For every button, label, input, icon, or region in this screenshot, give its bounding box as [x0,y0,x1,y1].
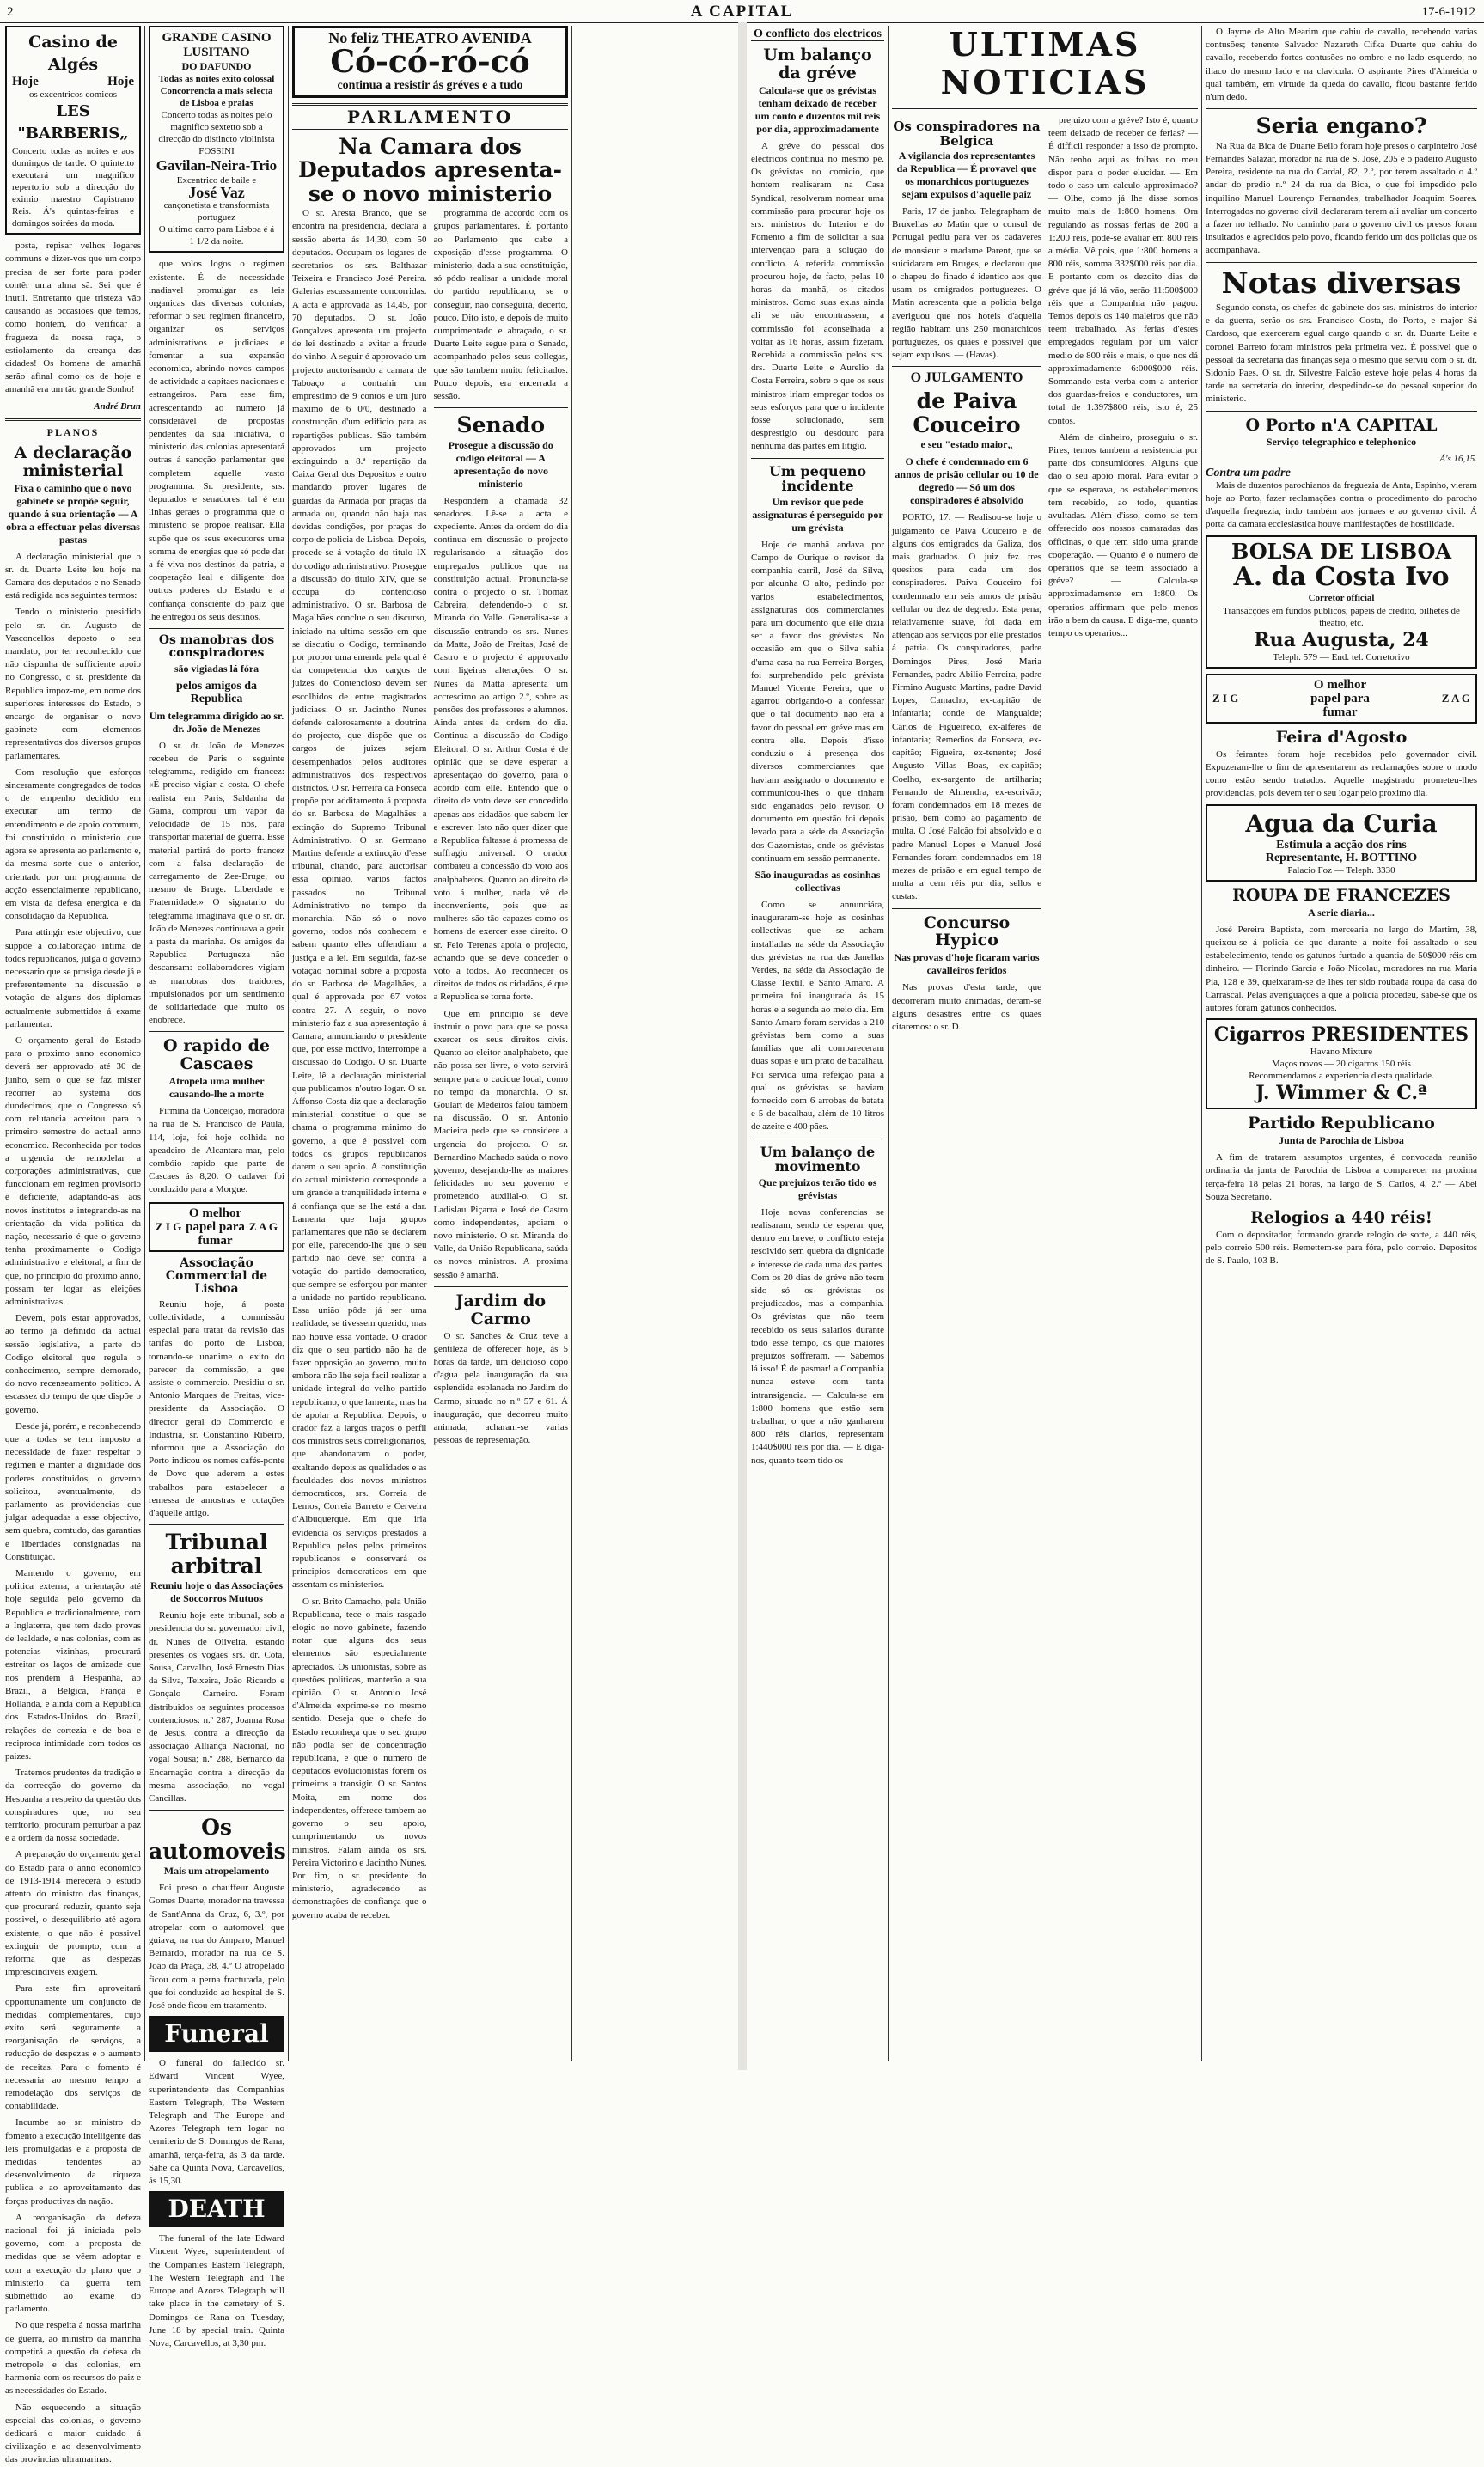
ad-line: Concorrencia a mais selecta de Lisboa e praias [160,86,273,109]
sub-column-right [1048,114,1198,1037]
ad-lead-row [300,29,560,46]
article-subhead: Atropela uma mulher causando-lhe a morte [168,1075,265,1101]
article-headline: Feira d'Agosto [1275,727,1408,747]
death-title: DEATH [168,2195,266,2224]
article-subhead: O chefe é condemnado em 6 annos de prisão cellular ou 10 de degredo — Só um dos conspiradores é absolvido [895,455,1039,507]
article-headline: Um balanço de movimento [760,1143,876,1175]
paragraph: O sr. Brito Camacho, pela União Republicana, tece o mais rasgado elogio ao novo gabinete, fazendo notar que alguns dos seus elementos são especialmente apreciados. Os unionistas, sobre as questões politicas, manterão a sua opinião. O sr. Antonio José d'Almeida exprime-se no mesmo sentido. Deseja que o chefe do Estado reconheça que o seu grupo não podia ser de concentração republicana, e que o numero de deputados evolucionistas forem os primeiros a transigir. O sr. Santos Moita, em nome dos independentes, offerece tambem ao governo o seu apoio, cumprimentando os novos ministros. Falam ainda os srs. Pereira Victorino e Jacintho Nunes. Por fim, o sr. presidente do ministerio, agradecendo as demonstrações de confiança que o governo acaba de receber. [292,1596,427,1920]
paragraph: Que em principio se deve instruir o povo para que se possa exercer os seus direitos civis. Quanto ao eleitor analphabeto, que não possa ser livre, o voto servirá sempre para o cacique local, como no tempo da monarchia. O sr. Goulart de Medeiros falou tambem na discussão. O sr. Antonio Macieira pede que se considere a urgencia do projecto. O sr. Bernardino Machado saúda o novo governo, desejando-lhe as maiores felicidades no seu governo e prometendo auxilial-o. O sr. Ladislau Piçarra e José de Castro como independentes, apoiam o novo ministerio. O sr. Miranda do Valle, da União Republicana, saúda os novos ministros. A proxima sessão é amanhã. [433,1008,568,1280]
zig-zag-ad [149,1202,284,1252]
divider [1206,411,1477,412]
ad-title: GRANDE CASINO LUSITANO [162,31,272,59]
page-gutter [738,22,747,2070]
article-subhead: São inauguradas as cosinhas collectivas [754,868,881,894]
article-subhead: Mais um atropelamento [163,1865,270,1878]
two-column-body [892,114,1198,1037]
masthead: A CAPITAL [690,3,794,21]
ad-name: A. da Costa Ivo [1233,561,1450,592]
ad-text: Recommendamos a experiencia d'esta qualidade. [1249,1071,1434,1082]
paragraph: A reorganisação da defeza nacional foi já iniciada pelo governo, com a proposta de medidas que se vêem adoptar e com a execução do plano que o ministerio da guerra tem submettido ao exame do parlamento. [5,2212,141,2315]
paragraph: No que respeita á nossa marinha de guerra, ao ministro da marinha competirá a questão da defesa da metropole e das colonias, em harmonia com os recursos do paiz e as necessidades do Estado. [5,2320,141,2397]
paragraph: Com resolução que esforços sinceramente congregados de todos o de empenho decidido em executar um termo de entendimento e de apoio commum, foi constituido o ministerio que agora se apresenta ao parlamento e, da mesma sorte que o anterior, orientado por um programma de acção essencialmente republicano, em vista da defesa energica e da consolidação da Republica. [5,766,141,922]
column-rule [571,26,572,2061]
divider [434,1286,569,1287]
column-rule [1201,26,1202,2061]
casino-alges-ad [5,26,141,235]
paragraph: PORTO, 17. — Realisou-se hoje o julgamento de Paiva Couceiro e de alguns dos emigrados da Galiza, dos mais graduados. O juiz fez tres quesitos para cada um dos conspiradores. Paiva Couceiro foi condemnado em seis annos de prisão cellular ou dez de degredo. Esta pena, relativamente suave, foi dada em attenção aos serviços por elle prestados á patria. Os conspiradores, padre Domingos Pires, José Maria Fernandes, padre Abilio Ferreira, padre Firmino Augusto Martins, padre David Lopes, Camacho, ex-capitão de infantaria; conde de Mangualde; Carlos de Figueiredo, ex-alferes de infantaria; Remedios da Fonseca, ex-capitão; Figueira, ex-tenente; José Augusto Villas Boas, ex-capitão; Coelho, ex-sargento de artilharia; Fernando de Almendra, ex-escrivão; foram condemnados em 18 mezes de prisão, bem como ao pagamento de multa. O José Falcão foi absolvido e o padre Manuel Lopes e Manuel José Fernandes foram condemnados em 18 mezes de prisão e em egual tempo de multa a cem réis por dia, sellos e custas. [892,512,1041,902]
zig-label: Z I G [1212,692,1239,705]
paragraph: Para este fim aproveitará opportunamente um conjuncto de medidas complementares, cujo exito será seguramente a reorganisação de serviços, a reducção de despezas e o aumento de receitas. Para o fomento é necessaria ao mesmo tempo a remodelação dos serviços de contabilidade. [5,1983,141,2112]
paragraph: The funeral of the late Edward Vincent Wyee, superintendent of the Companies Eastern Telegraph, The Western Telegraph and The Europe and Azores Telegraph will take place in the cemetery of S. Domingos de Rana on Tuesday, June 18 by special train. Quinta Nova, Carcavellos, at 3,30 pm. [149,2233,284,2348]
paragraph: Firmina da Conceição, moradora na rua de S. Francisco de Paula, 114, loja, foi hoje colhida no apeadeiro de Alcantara-mar, pelo combóio rapido que parte de Cascaes ás 8,20. O cadaver foi conduzido para a Morgue. [149,1106,284,1195]
paragraph: Não esquecendo a situação especial das colonias, o governo dedicará o maior cuidado á civilização e ao desenvolvimento das provincias ultramarinas. [5,2402,141,2465]
ad-text: Concerto todas as noites e aos domingos de tarde. O quintetto executará um magnifico repertorio sob a direcção do eximio maestro Capistrano Reis. Á's quintas-feiras e domingos soirées da moda. [12,146,134,229]
paragraph: programma de accordo com os grupos parlamentares. É portanto ao Parlamento que cabe a exposição d'esse programma. O ministerio, dada a sua constituição, só pódo realisar a unidade moral do partido republicano, se o conseguir, não conseguirá, decerto, pouco. Dito isto, e depois de muito cumprimentado e abraçado, o sr. Duarte Leite segue para o Senado, acompanhado pelos seus collegas, que são tambem muito felicitados. Pouco depois, era encerrada a sessão. [433,208,568,401]
page-header [0,0,1484,23]
article-subhead: Calcula-se que os grévistas tenham deixado de receber um conto e duzentos mil reis por dia, approximadamente [754,83,881,135]
article-body: posta, repisar velhos logares communs e dizer-vos que um corpo precisa de ser forte para poder contêr uma alma sã. Sei que é inutil. Entretanto que tristeza vão causando as occasiões que temos, como hontem, do verificar a fragueza da nossa raça, o estiolamento da creança das cidades! Os homens de amanhã serão afinal como os de hoje e amanhã era um tão grande Sonho! [5,241,141,395]
two-column-body [292,207,568,1926]
divider [149,1031,284,1032]
paragraph: Hoje novas conferencias se realisaram, sendo de esperar que, dentro em breve, o conflicto esteja resolvido sem quebra da dignidade e interesse de cada uma das partes. Com os 20 dias de gréve não teem sido só os grévistas os prejudicados, mas a companhia. Os grévistas que não teem recebido os seus salarios durante todo esse tempo, os que maiores prejuizos soffreram. — Sabemos lá isso! É de pasmar! a Companhia nunca esteve com tanta intransigencia. — Calcula-se em 1:800 homens que estão sem trabalhar, o que a não ganharem 800 réis diarios, representam 1:440$000 réis por dia. — E diga-nos, quanto teem tido os [751,1206,884,1466]
page-date: 17-6-1912 [1421,5,1475,19]
paragraph: Além de dinheiro, proseguiu o sr. Pires, temos tambem a resistencia por parte dos consumidores. Alguns que dão o seu apoio moral. Para evitar o que se esperava, os estabelecimentos tem recebido, ao todo, quantias avultadas. Além d'isso, como se tem offerecido aos nossos camaradas das officinas, o que tem sido uma grande cooperação. — Quanto é o numero de operarios que se teem associado á gréve? — Calcula-se approximadamente em 1:800. Os operarios affirmam que pelo menos irão a bem da causa. E diga-me, quanto tempo os operarios... [1048,431,1198,638]
ad-role: Corretor official [1308,592,1375,603]
article-headline: Os conspiradores na Belgica [893,119,1041,149]
page-number: 2 [7,5,14,19]
ultimas-noticias-title: ULTIMAS NOTICIAS [940,25,1150,101]
divider [1206,262,1477,263]
theatro-avenida-ad [292,26,568,98]
article-subhead: Serviço telegraphico e telephonico [1266,436,1417,449]
ad-trio: Gavilan-Neira-Trio [156,157,278,174]
ad-artist: José Vaz [188,184,245,202]
article-subhead: Prosegue a discussão do codigo eleitoral — A apresentação do novo ministerio [448,438,553,490]
paragraph: José Pereira Baptista, com mercearia no largo do Martim, 38, queixou-se á policia de que durante a noite foi assaltado o seu estabelecimento, tendo os gatunos furtado a quantia de 50$000 réis em dinheiro. — Florindo Garcia e João Nicolau, moradores na rua Maria Pia, 128 e 39, queixaram-se de lhes ter sido roubada roupa da casa do Carrascal. Pelas averiguações a que a policia procedeu, sabe-se que os autores foram gatunos conhecidos. [1206,924,1477,1014]
article-headline: ROUPA DE FRANCEZES [1232,885,1450,905]
paragraph: Para attingir este objectivo, que suppõe a collaboração intima de todos republicanos, julga o governo necessario que se prosiga desde já e preferentemente na discussão e votação de alguns dos diplomas actualmente submettidos á exame parlamentar. [5,927,141,1029]
zig-zag-line: fumar [198,1233,233,1248]
ad-address: Rua Augusta, 24 [1254,628,1429,651]
funeral-title: Funeral [164,2019,269,2049]
zig-zag-line: papel para [186,1219,245,1234]
paragraph: Respondem á chamada 32 senadores. Lê-se a acta e expediente. Antes da ordem do dia continua em discussão o projecto regularisando a situação dos empregados publicos que na constituição actual. Pronuncia-se contra o projecto o sr. Thomaz Cabreira, defendendo-o o sr. Miranda do Valle. Generalisa-se a discussão entrando os srs. Nunes da Matta, João de Freitas, José de Castro e o projecto é approvado com ligeiras alterações. O sr. Nunes da Matta apresenta um accrescimo ao artigo 2.º, sobre as pensões dos professores e alumnos. Ainda antes da ordem do dia. Continua a discussão do Codigo Eleitoral. O sr. Arthur Costa é de opinião que se deve esperar a apresentação do governo, para o acordo com elle. Entendo que o direito de voto deve ser concedido apenas aos cidadãos que sabem ler e escrever. Isto não quer dizer que a Republica faltasse á promessa de suffragio universal. O orador combateu a concessão do voto aos analphabetos. Quanto ao direito de voto á mulher, nada vê de inconveniente, pois que as mulheres são tão capazes como os homens de exercer esse direito. O sr. Feio Terenas apoia o projecto, achando que se deve conceder o voto a todos. Ao reconhecer os direitos de todos os cidadãos, é que a Republica se torna forte. [433,495,568,1003]
ad-sub: Estimula a acção dos rins [1276,838,1407,852]
paragraph: Nas provas d'esta tarde, que decorreram muito animadas, deram-se alguns desastres entre os quaes citaremos: o sr. D. [892,982,1041,1032]
article-subhead: Um revisor que pede assignaturas é perseguido por um grévista [752,495,883,534]
ad-line: cançonetista e transformista portuguez [163,200,270,223]
zig-zag-text [1310,678,1370,719]
paragraph: Reuniu hoje, á posta collectividade, a commissão especial para tratar da revisão das tarifas do porto de Lisboa, tornando-se unanime o exito do parecer da commissão, a que assiste o commercio. Presidiu o sr. Antonio Marques de Freitas, vice-presidente da Associação. O director geral do Commercio e Industria, sr. Constantino Ribeiro, informou que a Associação do Porto indicou os nomes cafés-ponte de Dovo que aderem a estes trabalhos para estabelecer a remessa de amostras e cotações d'aquelle artigo. [149,1298,284,1518]
section-label: O conflicto dos electricos [751,27,884,41]
casino-lusitano-ad [149,26,284,253]
zig-zag-line: O melhor [188,1206,242,1220]
ad-title: Cigarros PRESIDENTES [1213,1023,1469,1047]
agua-curia-ad [1206,804,1477,882]
divider [5,418,141,421]
column-7 [1206,26,1477,2061]
paragraph: O sr. Sanches & Cruz teve a gentileza de offerecer hoje, ás 5 horas da tarde, um delicioso copo d'agua pela inauguração da sua esplendida esplanada no Jardim do Carmo, situado no n.º 57 e 61. Á inauguração, que decorreu muito animada, acharam-se varias pessoas de representação. [433,1330,568,1446]
paragraph: O funeral do fallecido sr. Edward Vincent Wyee, superintendente das Companhias Eastern Telegraph, The Western Telegraph and The Europe and Azores Telegraph tem logar no cemiterio de S. Domingos de Rana, amanhã, terça-feira, ás 3 da tarde. Sahe da Quinta Nova, Carcavellos, ás 15,30. [149,2058,284,2187]
paragraph: prejuizo com a gréve? Isto é, quanto teem deixado de receber de ferias? — É difficil responder a isso de prompto. Não tenho aqui as folhas no meu dispor para o poder elucidar. — Em todo o caso um calculo approximado? — Olhe, como já lhe disse somos muito mais de 1:800 homens. Ora regulando as nossas ferias de 200 a 1:200 réis, pode-se avaliar em 800 réis a média. Vê pois, que 1:800 homens a 800 réis, somma 332$000 réis por dia. E portanto com os dezoito dias de gréve que já lá vão, serão 11:500$000 réis que a Companhia não pagou. Temos depois os 140 maleiros que não teem trabalhado. As ferias d'estes empregados regulam por um valor medio de 800 réis e mais, o que nos dá approximadamente 6:000$000 réis. Sommando esta verba com a anterior dos guardas-freios e conductores, um total de 1:397$800 réis, isto é, 25 contos. [1048,115,1198,426]
paragraph: O sr. Aresta Branco, que se encontra na presidencia, declara a sessão aberta ás 14,30, com 50 deputados. Occupam os logares de secretarios os srs. Balthazar Teixeira e Francisco José Pereira. Galerias escassamente concorridas. A acta é approvada ás 14,45, por 70 deputados. O sr. João Gonçalves apresenta um projecto de lei destinado a evitar a fraude do vinho. A seguir é approvado um projecto auctorisando a camara de Taboaço a contrahir um emprestimo de 9 contos e um juro maximo de 6 0/0, destinado á construcção d'um edificio para as repartições publicas. São também approvados um projecto extinguindo a 8.ª repartição da Caixa Geral dos Depositos e outro mandando prover lugares de guardas da Armada por praças da armada ou, quando não haja nas devidas condições, por praças do corpo de policia de Lisboa. Depois, procede-se á votação do titulo IX do codigo administrativo. Prosegue a discussão do titulo XIV, que se occupa do contencioso administrativo. O sr. Barbosa de Magalhães conclue o seu discurso, iniciado na ultima sessão em que se discutiu o Codigo, terminando por propor uma emenda pela qual é da competencia dos cargos de juizes do Contencioso devem ser escolhidos de entre magistrados judiciaes. O sr. Jacintho Nunes defende calorosamente a doutrina do projecto, que dispõe que os cargos de juizes sejam desempenhados pelos auditores administrativos dos respectivos districtos. O sr. Ferreira da Fonseca propõe por additamento á proposta do sr. Barbosa de Magalhães a extinção do Supremo Tribunal Administrativo. O sr. Germano Martins defende a extincção d'esse tribunal, citando, para auctorisar essa opinião, varios factos passados no Tribunal Administrativo no tempo da monarchia. Não só o novo governo, todos nós conhecem e sabem quanto elles offendiam a justiça e a lei. Em seguida, faz-se votação nominal sobre a proposta do sr. Barbosa de Magalhães, a qual é approvada por 67 votos contra 27. A seguir, o novo ministerio faz a sua apresentação á Camara, annunciando o presidente que, por esse motivo, interrompe a discussão do Codigo. O sr. Duarte Leite, lê a declaração ministerial que publicamos n'outro logar. O sr. Affonso Costa diz que a declaração ministerial constitue o que se chama o programma minimo do governo, a que é possivel com todos os grupos republicanos darem o seu apoio. A constituição do actual ministerio corresponde a um grande a tranquilidade interna e á confiança que se lhe está a dar. Lamenta que haja grupos parlamentares que não se declarem por elle, parecendo-lhe que o seu partido não deve ser contra a votação do partido democratico, que sempre se esforçou por manter a unidade no partido republicano. Essa união pôde já ser uma realidade, se tivessem querido, mas não houve essa vontade. O orador diz que o seu partido não ha de fazer opposição ao governo, muito embora não lhe seja facil realizar a unidade integral do velho partido republicano, o que lamenta, mas ha de apoiar a Republica. Depois, o orador faz a largos traços o perfil dos ministros seus correligionarios, que abandonaram o poder, exaltando depois as qualidades e as faculdades dos novos ministros democraticos, srs. Correia de Lemos, Correia Barreto e Cerveira d'Albuquerque. Em que iria evidencia os serviços prestados á Republica pelos pelos primeiros republicanos e conservará os principios democraticos em que assentam os ministerios. [292,208,427,1591]
paragraph: Mais de duzentos parochianos da freguezia de Anta, Espinho, vieram hoje ao Porto, fazer reclamações contra o procedimento do parocho d'aquella freguezia, indo também aos jornaes e ao governo civil. Á porta da camara ecclesiastica houve manifestações de hostilidade. [1206,479,1477,530]
ad-theatre: THEATRO AVENIDA [382,29,532,46]
ad-line: O ultimo carro para Lisboa é á 1 1/2 da noite. [158,224,275,247]
paragraph: Tratemos prudentes da tradição e da correcção do governo da Hespanha a respeito da questão dos conspiradores que, no seu territorio, procuram perturbar a paz e a ordem da nossa sociedade. [5,1768,141,1844]
funeral-banner [149,2016,284,2052]
article-headline: Um balanço da gréve [763,46,872,82]
divider [149,628,284,629]
divider [892,107,1198,109]
article-subhead: e seu "estado maior„ [920,438,1013,451]
article-headline: Partido Republicano [1248,1114,1435,1133]
ad-subtitle: os excentricos comicos [28,89,118,101]
article-headline: Contra um padre [1206,466,1291,479]
column-5 [751,26,884,2061]
article-headline: Jardim do Carmo [455,1291,546,1328]
divider [292,129,568,130]
paragraph: O Jayme de Alto Mearim que cahiu de cavallo, recebendo varias contusões; tenente Salvador Nazareth Cifka Duarte que cahiu do cavallo, recebendo fortes contusões no ombro e no lado esquerdo, no iliaco do mesmo lado e na clavicula. O aspirante Pires d'Almeida o qual também, em virtude da queda do cavallo, ficou bastante ferido n'um dedo. [1206,27,1477,103]
ad-lead: No feliz [328,29,379,46]
column-2 [149,26,286,2348]
section-label: PLANOS [46,425,100,438]
zig-zag-ad [1206,674,1477,724]
paragraph: A declaração ministerial que o sr. dr. Duarte Leite leu hoje na Camara dos deputados e no Senado está redigida nos seguintes termos: [5,551,141,601]
ad-today-row [12,76,134,89]
article-subhead: Reuniu hoje o das Associações de Soccorros Mutuos [150,1579,283,1605]
paragraph: Segundo consta, os chefes de gabinete dos srs. ministros do interior e da guerra, serão os srs. Francisco Costa, do Porto, e major Sá Cardoso, que exerceram egual cargo quando o sr. dr. Duarte Leite e coronel Barreto foram ministros pela primeira vez. É possivel que o pessoal da secretaria das finanças seja o mesmo que serviu com o sr. dr. Sidonio Paes. O sr. dr. Silvestre Falcão esteve hoje pelas 4 horas da tarde na secretaria do interior, despedindo-se do pessoal superior do ministerio. [1206,302,1477,405]
article-author: André Brun [94,400,141,412]
ad-today-right: Hoje [107,75,134,89]
ad-play: Có-có-ró-có [330,44,530,81]
article-headline: Os automoveis [149,1815,286,1864]
article-kicker: O JULGAMENTO [910,370,1023,386]
dispatch-time: Á's 16,15. [1439,454,1477,465]
section-label: PARLAMENTO [346,107,514,128]
article-subhead: A vigilancia dos representantes da Republica — É provavel que os monarchicos portuguezes sejam expulsos d'aquelle paiz [896,150,1037,200]
column-rule [144,26,145,2061]
ad-place: DO DAFUNDO [181,60,252,72]
ad-text: Transacções em fundos publicos, papeis de credito, bilhetes de theatro, etc. [1223,605,1460,628]
paragraph: A preparação do orçamento geral do Estado para o anno economico de 1913-1914 merecerá o estudo attento do ministro das finanças, que procurará reduzir, quanto seja possivel, o desequilibrio até agora existente, o que não é possivel extinguir de prompto, com a reforma que as despezas imprescindiveis exigem. [5,1849,141,1978]
article-headline: A declaração ministerial [14,443,132,480]
ad-address: Palacio Foz — Teleph. 3330 [1287,864,1395,876]
paragraph: Mantendo o governo, em politica externa, a orientação até hoje seguida pelo governo da Republica e tradicionalmente, com a Inglaterra, que tem dado provas de lealdade, e nas colonias, com as potencias vizinhas, procurará estreitar os laços de amizade que nos prendem á Hespanha, ao Brazil, á Belgica, França e Hollanda, e ainda com a Republica dos Estados-Unidos do Brazil, relações de cortezia e de boa e reciproca intimidade com todos os paizes. [5,1568,141,1762]
ad-title: Agua da Curia [1245,809,1438,838]
paragraph: Foi preso o chauffeur Auguste Gomes Duarte, morador na travessa de Sant'Anna da Cruz, 6, 3.º, por atropelar com o automovel que guiava, na rua do Amparo, Manuel Bernardo, morador na rua de S. João da Praça, 38, 4.º O atropelado ficou com a perna fracturada, pelo que foi conduzido ao hospital de S. José onde ficou em tratamento. [149,1883,284,2012]
article-subhead: A serie diaria... [1308,906,1375,919]
article-subhead: Junta de Parochia de Lisboa [1279,1134,1404,1147]
ad-act-name: LES "BARBERIS„ [17,102,129,144]
zig-zag-text [186,1206,245,1248]
paragraph: O orçamento geral do Estado para o proximo anno economico deverá ser approvado até 30 de junho, sem o que se faz mister recorrer ao systema dos duodecimos, que o Congresso só com relutancia acceitou para o primeiro semestre do actual anno economico. Reconhecida por todos a urgencia de remodelar a corporações administrativas, que funccionam em regimen provisorio e deficiente, adaptando-as aos novos institutos e integrando-as na orientação da vida politica da nação, necessario é que o governo tenha proximamente o Codigo administrativo e eleitoral, a fim de que, no principio do proximo anno, possam ter logar as eleições administrativas. [5,1035,141,1307]
paragraph: que volos logos o regimen existente. É de necessidade inadiavel promulgar as leis organicas das diversas colonias, reformar o seu regimen financeiro, organizar os serviços administrativos e judiciaes e fomentar a sua expansão economica, abrindo novos campos de actividade a capitaes nacionaes e estrangeiros. Para esse fim, acrescentando ao numero já considerável de propostas pendentes da sua iniciativa, o ministerio das colonias apresentará outras á sancção parlamentar que completem aquelle vasto programma. Sr. presidente, srs. deputados e senadores: tal é em linhas geraes o programma que o ministerio se propõe realisar. Ella supõe que os seus executores uma somma de energias que só pode dar a fé viva nos destinos da patria, a cooperação leal e diligente dos outros poderes do Estado e a confiança consciente do paiz que lhe entregou os seus destinos. [149,259,284,622]
ad-line: Excentrico de baile e [176,175,257,186]
article-subhead: Nas provas d'hoje ficaram varios cavalleiros feridos [894,951,1040,977]
cigarros-ad [1206,1018,1477,1109]
ad-today-left: Hoje [12,75,39,89]
ad-line: Maços novos — 20 cigarros 150 réis [1272,1059,1411,1070]
column-1 [5,26,141,2465]
paragraph: Com o depositador, formando grande relogio de sorte, a 440 réis, pelo correio 500 réis. Remettem-se para fóra, pelo correio. Depositos de S. Paulo, 103 B. [1206,1229,1477,1267]
sub-column-left [292,207,427,1926]
article-subhead: Um telegramma dirigido ao sr. dr. João de Menezes [149,709,284,735]
ad-line: Concerto todas as noites pelo magnifico sextetto sob a direcção do distincto violinista FOSSINI [158,110,275,157]
paragraph: Na Rua da Bica de Duarte Bello foram hoje presos o carpinteiro José Fernandes Salazar, morador na rua de S. José, 205 e o padeiro Augusto Pereira, residente na rua do Cardal, 82, 2.º, por terem assaltado o 4.º andar do predio n.º 24 da rua da Bica, o que foi impedido pelo inquilino Manuel Lourenço Fernandes, trabalhador Joaquim Soares. Interrogados no governo civil declararam terem ali avaliar um concerto a fazer no telhado. No caminho para o governo civil os presos foram insultados e agredidos pelo povo, ficando ferido um dos policias que os acompanhava. [1206,140,1477,256]
article-headline: Seria engano? [1255,113,1427,139]
zag-label: Z A G [1441,692,1470,705]
article-headline: Notas diversas [1221,266,1462,301]
article-headline: Relogios a 440 réis! [1250,1208,1432,1227]
divider [892,366,1041,367]
divider [751,458,884,459]
article-headline: Associação Commercial de Lisboa [165,1255,268,1297]
ad-representative: Representante, H. BOTTINO [1265,851,1418,864]
divider [1206,108,1477,109]
death-banner [149,2191,284,2227]
paragraph: O sr. dr. João de Menezes recebeu de Paris o seguinte telegramma, redigido em francez: «É preciso vigiar a costa. O chefe realista em Paris, Saldanha da Gama, comprou um vapor da velocidade de 15 nós, para transportar material de guerra. Esse material partirá do porto francez com a falsa declaração de carregamento de Zee-Bruge, ou mesmo de Bruge. Liberdade e Fraternidade.» O signatario do telegramma imaginava que o sr. dr. João de Menezes continuava a gerir a pasta da marinha. Os amigos da Republica Portugueza não descansam: collaboradores vigiam as manobras dos traidores, impulsionados por um sentimento de solidariedade que muito os enobrece. [149,740,284,1026]
article-headline: Os manobras dos conspiradores [158,633,275,661]
paragraph: Devem, pois estar approvados, ao termo já definido da actual sessão legislativa, a parte do Codigo eleitoral que regula o conhecimento, sempre demorado, do novo recenseamento politico. A escassez do tempo de que dispõe o governo. [5,1313,141,1415]
article-subhead: pelos amigos da Republica [175,679,258,705]
paragraph: Reuniu hoje este tribunal, sob a presidencia do sr. governador civil, dr. Nunes de Oliveira, estando presentes os vogaes srs. dr. Cota, Sousa, Carvalho, José Ernesto Dias da Silva, Teixeira, João Ricardo e Gonçalo Carneiro. Foram distribuidos os seguintes processos contenciosos: n.º 287, Joanna Rosa de Jesus, contra a direcção da associação Alliança Nacional, no vogal Sousa; n.º 288, Bernardo da Encarnação contra a direcção da mesma associação, no vogal Cancillas. [149,1610,284,1804]
article-headline: Senado [456,412,545,438]
ad-sub: Havano Mixture [1310,1047,1373,1058]
column-rule [288,26,289,2061]
column-6 [892,26,1198,2061]
zig-zag-line: papel para [1310,691,1370,705]
ad-title: BOLSA DE LISBOA [1231,538,1451,564]
ad-title: Casino de Algés [28,33,118,74]
paragraph: Hoje de manhã andava por Campo de Ourique o revisor da companhia carril, José da Silva, por alcunha O alto, pedindo por varios estabelecimentos, assignaturas dos commerciantes para um documento que elle dizia ser a favor dos grévistas. No occasião em que o Silva sahia d'uma casa na rua Ferreira Borges, foi surprehendido pelo grévista Manuel Vicente Pereira, que o agarrou obrigando-o a confessar que o tal documento não era a favor do pessoal em gréve mas em contra elle. Depois d'isso conduziu-o á presença dos diversos commerciantes que haviam assignado o documento e communicou-lhes o que tinham sido enganados pelo revisor. O documento em questão foi depois levado para a séde da Associação dos Gazomistas, onde os grévistas continuam em sessão permanente. [751,539,884,864]
paragraph: Desde já, porém, e reconhecendo que a todas se tem imposto a necessidade de fazer respeitar o regimen e manter a dignidade dos poderes constituidos, o governo solicitou, eventualmente, do parlamento as providencias que julgar adequadas a esse objectivo, sem quebra, comtudo, das garantias e liberdades consignadas na Constituição. [5,1420,141,1562]
article-headline: Tribunal arbitral [165,1530,268,1579]
article-headline: de Paiva Couceiro [913,388,1021,437]
sub-column-right [434,207,569,1926]
ad-maker: J. Wimmer & C.ª [1255,1082,1427,1105]
bolsa-ad [1206,535,1477,669]
divider [149,1810,284,1811]
article-headline: Concurso Hypico [923,913,1011,950]
ad-phone: Teleph. 579 — End. tel. Corretorivo [1273,651,1410,663]
zig-zag-line: fumar [1322,705,1358,719]
paragraph: Como se annunciára, inauguraram-se hoje as cosinhas collectivas que se acham installadas na séde da Associação dos grévistas na rua das Janellas Verdes, na séde da Associação de Classe Textil, e Santo Amaro. A primeira foi inaugurada ás 15 horas e a segunda ao meio dia. Em Santo Amaro foram servidas a 210 grévistas bem como a suas familias que ali compareceram duas sopas e um prato de bacalhau. Foi servida uma refeição para a qual os grévistas se haviam fornecido com 6 arrobas de batata e 5 de bacalhau, além de 10 litros de azeite e 400 pães. [751,899,884,1133]
article-headline: Um pequeno incidente [768,462,867,495]
ad-line: Todas as noites exito colossal [158,74,275,85]
article-subhead: Que prejuizos terão tido os grévistas [758,1175,877,1201]
paragraph: Tendo o ministerio presidido pelo sr. dr. Augusto de Vasconcellos deposto o seu mandato, por ter reconhecido que não dispunha de sufficiente apoio no Congresso, o sr. presidente da Republica impoz-me, em nome dos superiores interesses do Estado, o encargo de organisar o novo gabinete com elementos representativos dos diversos grupos parlamentares. [5,607,141,761]
article-headline: O Porto n'A CAPITAL [1245,415,1438,435]
zig-zag-line: O melhor [1313,677,1367,692]
divider [149,1524,284,1525]
divider [892,908,1041,909]
article-headline: O rapido de Cascaes [163,1036,270,1074]
sub-column-left [892,114,1041,1037]
zig-label: Z I G [156,1220,182,1234]
divider [434,407,569,408]
article-subhead: são vigiadas lá fóra [174,662,260,675]
divider [292,103,568,106]
article-subhead: Fixa o caminho que o novo gabinete se propõe seguir, quando á sua orientação — A obra a effectuar pelas diversas pastas [6,481,140,546]
paragraph: Os feirantes foram hoje recebidos pelo governador civil. Expuzeram-lhe o fim de apresentarem as reclamações sobre o modo como estão sendo tratados. Aquelle magistrado prometeu-lhes providencias, pois devem ter o seu logar pelo proximo dia. [1206,748,1477,799]
paragraph: Incumbe ao sr. ministro do fomento a execução intelligente das leis promulgadas e a proposta de medidas tendentes ao desenvolvimento da riqueza publica e ao aproveitamento das forças productivas da nação. [5,2117,141,2207]
column-rule [888,26,889,2061]
paragraph: A fim de tratarem assumptos urgentes, é convocada reunião ordinaria da junta de Parochia de Lisboa a comparecer na proxima terça-feira 18 pelas 21 horas, na largo de S. Carlos, 4, 2.º — Abel Souza Secretario. [1206,1152,1477,1202]
paragraph: A gréve do pessoal dos electricos continua no mesmo pé. Os grévistas no comicio, que hontem realisaram na Casa Syndical, resolveram nomear uma commissão para procurar hoje os srs. ministros do Interior e do Fomento a fim de solicitar a sua intervenção para a solução do conflicto. A referida commissão procurou hoje, de facto, pelas 10 horas da manhã, os citados ministros. Como suas ex.as ainda ali se não encontrassem, a commissão foi aconselhada a voltar ás 16 horas, assim fizeram. Recebida a commissão pelos srs. drs. Duarte Leite e Aurelio da Costa Ferreira, sobre o que os seus ministros iriam empregar todos os seus esforços para que o incidente fosse solucionado, sem desprestigio ou desdouro para nenhuma das partes em litigio. [751,140,884,452]
article-headline: Na Camara dos Deputados apresenta-se o novo ministerio [298,133,562,206]
ad-subtitle: continua a resistir ás gréves e a tudo [337,79,523,93]
paragraph: Paris, 17 de junho. Telegrapham de Bruxellas ao Matin que o consul de Portugal pediu para ver os cadaveres de monsieur e madame Parent, que se suicidaram em Bruges, e declarou que o chapeu do finado é identico aos que usam os emigrados portuguezes. O Matin acrescenta que a policia belga averiguou que nos hoteis d'aquella região habitam uns 250 monarchicos portuguezes, os quaes é possivel que sejam expulsos. — (Havas). [892,206,1041,361]
column-3-4 [292,26,568,2061]
zag-label: Z A G [248,1220,278,1234]
